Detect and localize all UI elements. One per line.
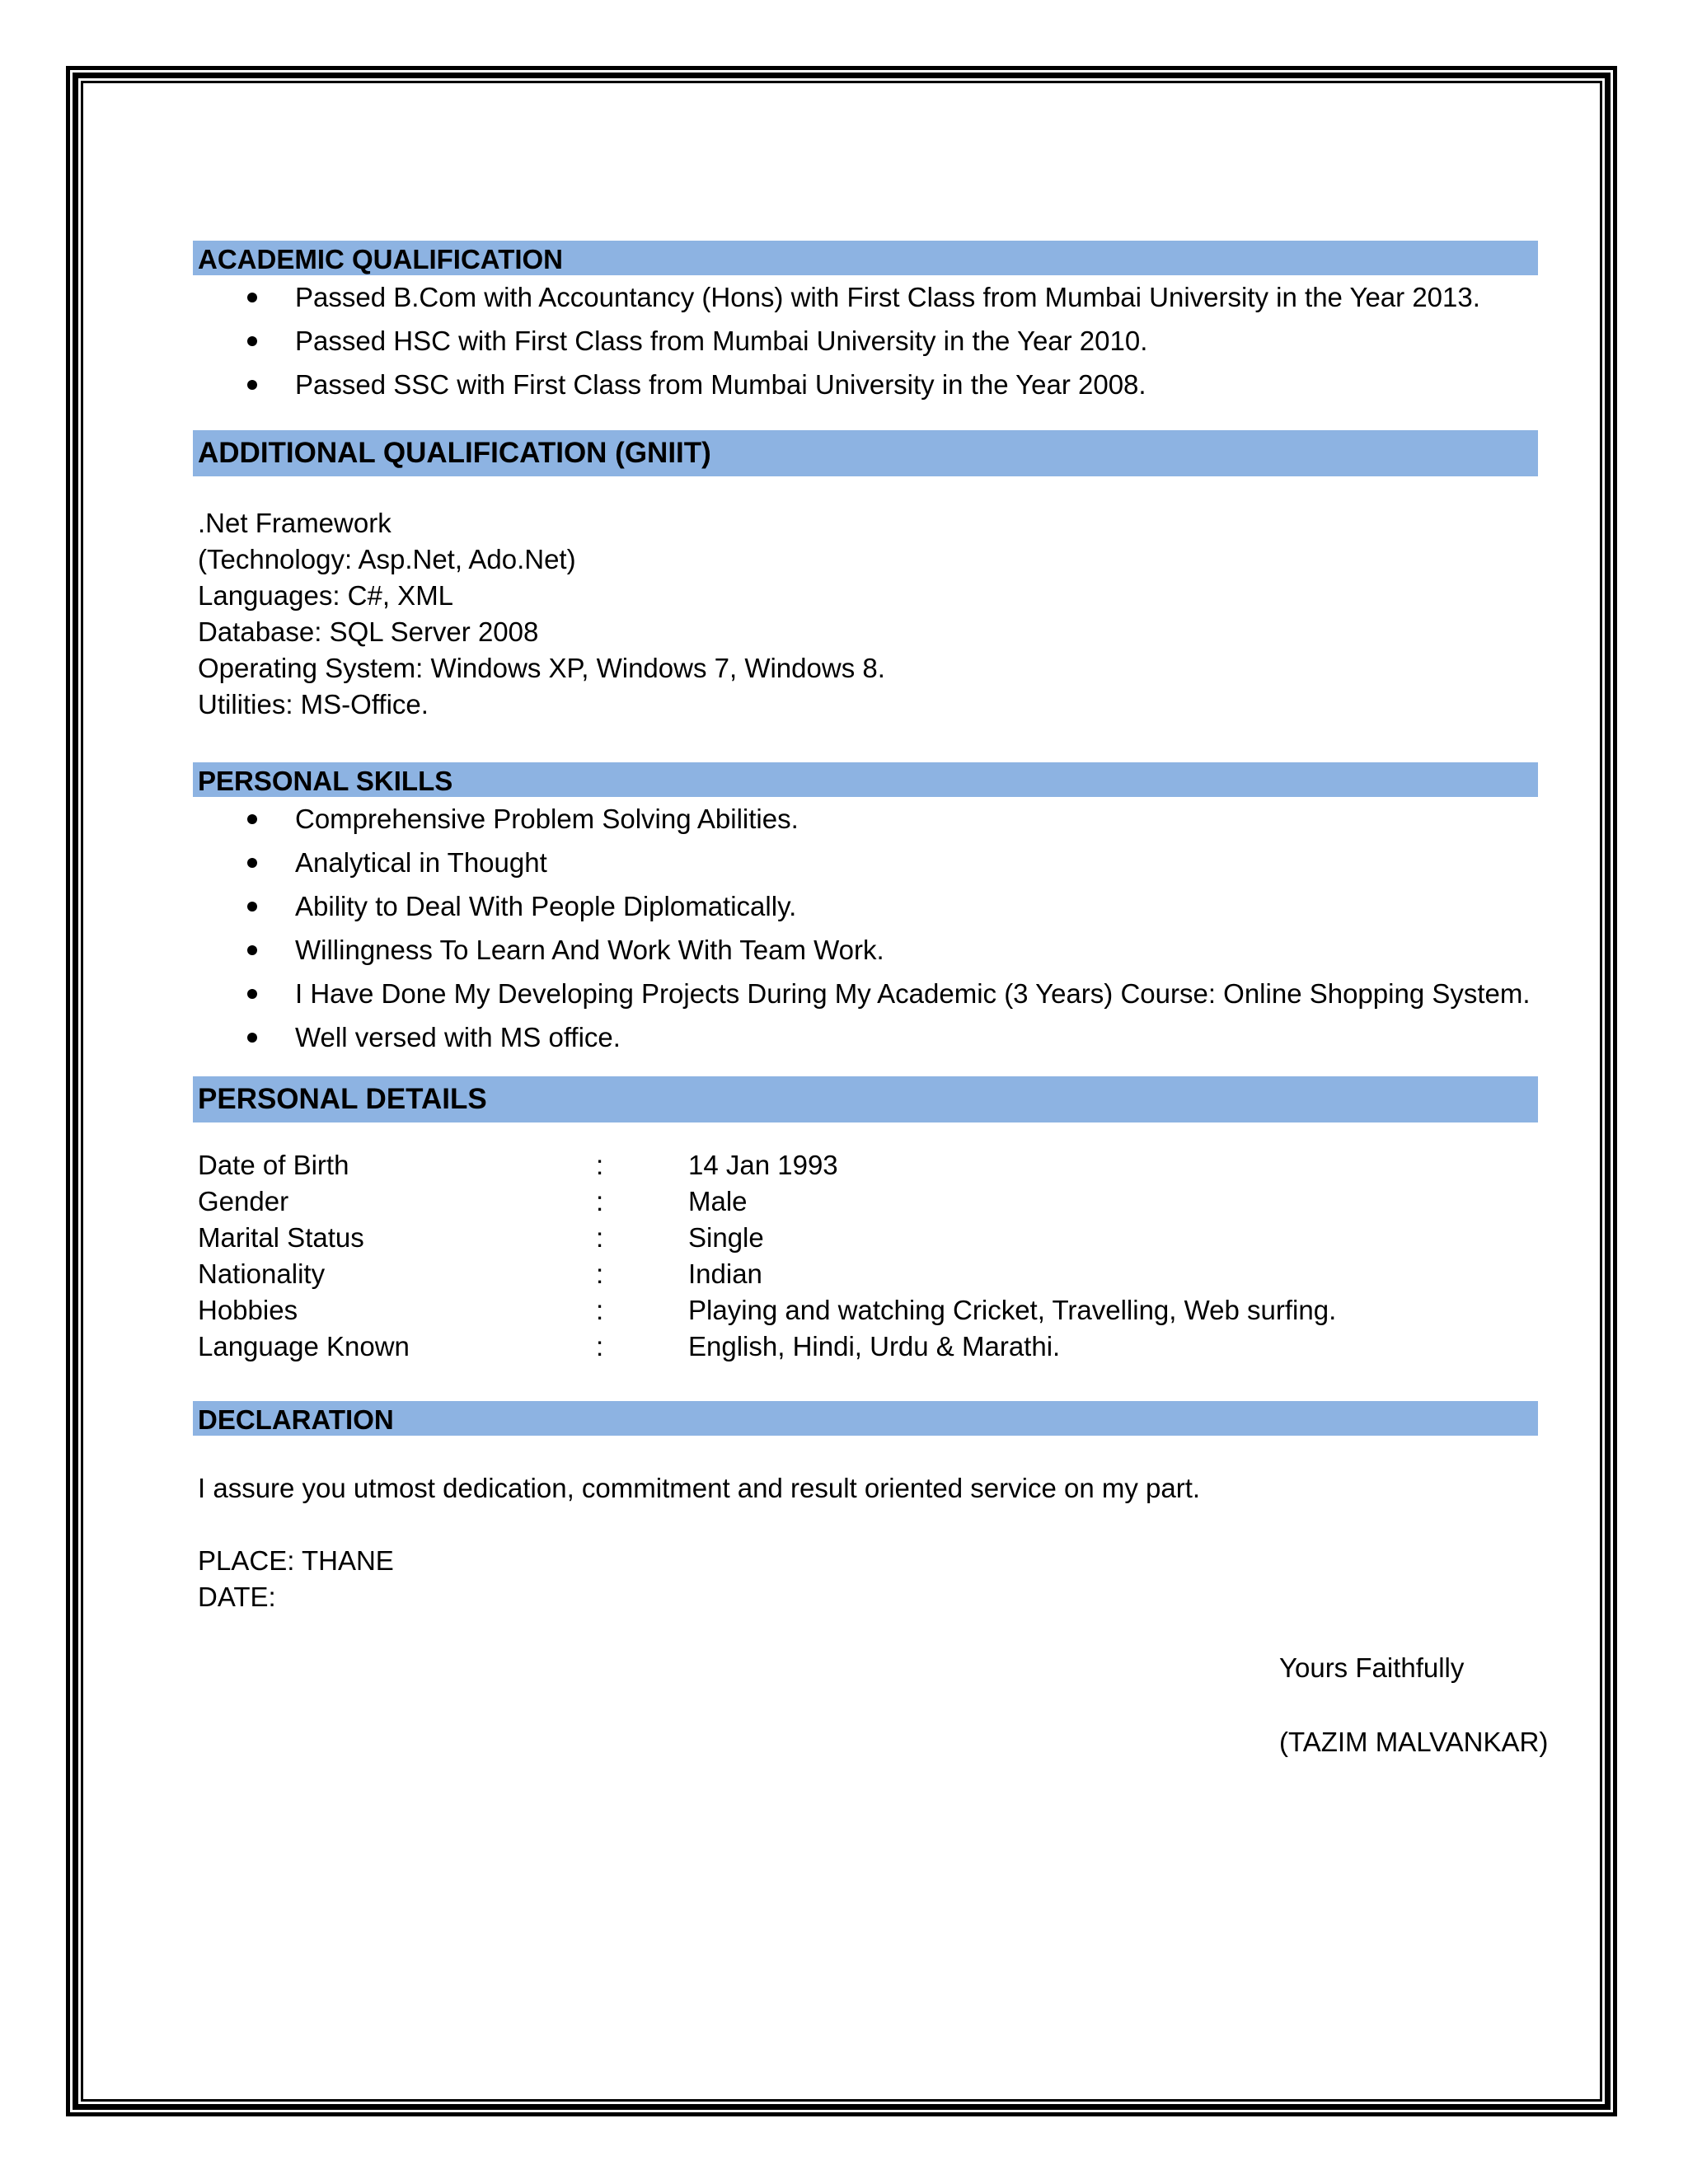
detail-separator: :	[596, 1331, 604, 1361]
table-row	[193, 1329, 1538, 1365]
detail-value: 14 Jan 1993	[688, 1150, 838, 1180]
additional-line: Utilities: MS-Office.	[198, 689, 429, 719]
academic-heading: ACADEMIC QUALIFICATION	[193, 241, 1538, 275]
list-item: Passed SSC with First Class from Mumbai University in the Year 2008.	[193, 363, 1538, 406]
bullet-icon	[247, 293, 257, 302]
declaration-heading: DECLARATION	[193, 1401, 1538, 1436]
additional-heading: ADDITIONAL QUALIFICATION (GNIIT)	[193, 430, 1538, 476]
bullet-icon	[247, 336, 257, 346]
detail-value: English, Hindi, Urdu & Marathi.	[688, 1331, 1061, 1361]
list-item: Willingness To Learn And Work With Team Work.	[193, 928, 1538, 972]
date-line: DATE:	[198, 1582, 276, 1612]
table-row	[193, 1256, 1538, 1292]
list-item: Ability to Deal With People Diplomatically.	[193, 884, 1538, 928]
bullet-icon	[247, 945, 257, 955]
place-line: PLACE: THANE	[198, 1545, 394, 1576]
academic-list	[193, 275, 1538, 406]
bullet-icon	[247, 814, 257, 824]
detail-separator: :	[596, 1295, 604, 1325]
detail-value: Male	[688, 1186, 748, 1216]
list-item: Well versed with MS office.	[193, 1015, 1538, 1059]
detail-label: Date of Birth	[198, 1150, 349, 1180]
signatory-name: (TAZIM MALVANKAR)	[1279, 1727, 1549, 1757]
detail-separator: :	[596, 1150, 604, 1180]
detail-separator: :	[596, 1258, 604, 1289]
detail-label: Gender	[198, 1186, 289, 1216]
bullet-icon	[247, 380, 257, 390]
resume-content	[193, 241, 1549, 1757]
table-row	[193, 1183, 1538, 1220]
bullet-icon	[247, 989, 257, 999]
detail-label: Language Known	[198, 1331, 410, 1361]
list-item: Passed HSC with First Class from Mumbai University in the Year 2010.	[193, 319, 1538, 363]
table-row	[193, 1220, 1538, 1256]
additional-list	[193, 505, 1538, 723]
list-item: Passed B.Com with Accountancy (Hons) with First Class from Mumbai University in the Year 2013.	[193, 275, 1538, 319]
detail-label: Nationality	[198, 1258, 326, 1289]
list-item: Comprehensive Problem Solving Abilities.	[193, 797, 1538, 841]
bullet-icon	[247, 902, 257, 912]
list-item: I Have Done My Developing Projects During My Academic (3 Years) Course: Online Shopping System.	[193, 972, 1538, 1015]
detail-value: Indian	[688, 1258, 762, 1289]
additional-line: Languages: C#, XML	[198, 580, 454, 611]
details-heading: PERSONAL DETAILS	[193, 1076, 1538, 1122]
skills-list	[193, 797, 1538, 1059]
table-row	[193, 1292, 1538, 1329]
details-table	[193, 1147, 1538, 1365]
detail-label: Hobbies	[198, 1295, 298, 1325]
detail-separator: :	[596, 1222, 604, 1253]
additional-line: .Net Framework	[198, 508, 392, 538]
table-row	[193, 1147, 1538, 1183]
bullet-icon	[247, 1033, 257, 1043]
additional-line: (Technology: Asp.Net, Ado.Net)	[198, 544, 576, 574]
closing-text: Yours Faithfully	[1279, 1652, 1465, 1683]
additional-line: Database: SQL Server 2008	[198, 616, 539, 647]
declaration-text: I assure you utmost dedication, commitment and result oriented service on my part.	[198, 1473, 1201, 1503]
detail-value: Single	[688, 1222, 764, 1253]
detail-label: Marital Status	[198, 1222, 364, 1253]
detail-value: Playing and watching Cricket, Travelling, Web surfing.	[688, 1295, 1337, 1325]
detail-separator: :	[596, 1186, 604, 1216]
additional-line: Operating System: Windows XP, Windows 7, Windows 8.	[198, 653, 885, 683]
bullet-icon	[247, 858, 257, 868]
skills-heading: PERSONAL SKILLS	[193, 762, 1538, 797]
list-item: Analytical in Thought	[193, 841, 1538, 884]
